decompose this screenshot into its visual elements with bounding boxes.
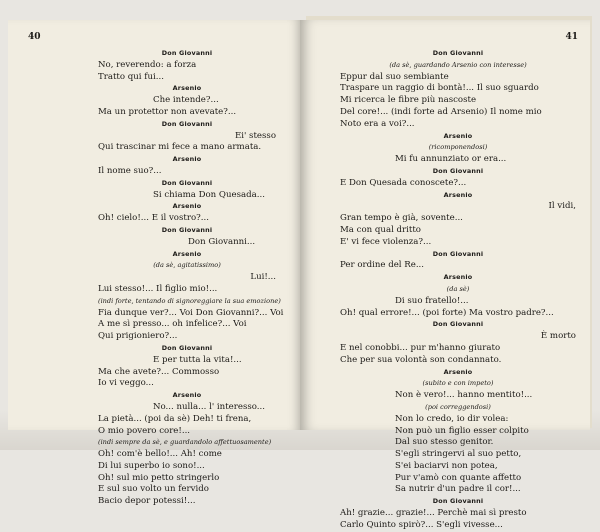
stage-direction: (poi correggendosi) [425,402,491,411]
verse-line: La pietà... (poi da sè) Deh! ti frena, [98,413,252,424]
verse-line: Bacio depor potessi!... [98,496,196,507]
verse-line: Non può un figlio esser colpito [395,425,529,436]
verse-line: E' vi fece violenza?... [340,236,432,247]
verse-line: Noto era a voi?... [340,118,415,129]
verse-line: Mi fu annunziato or era... [395,154,507,165]
verse-line: S'egli stringervi al suo petto, [395,449,522,460]
verse-line: E nel conobbi... pur m'hanno giurato [340,342,501,353]
speaker-name: Don Giovanni [161,178,213,187]
speaker-name: Arsenio [172,391,202,400]
page-number: 41 [565,32,578,42]
verse-line: Per ordine del Re... [340,260,425,271]
speaker-name: Don Giovanni [432,320,484,329]
verse-line: Che per sua volontà son condannato. [340,354,502,365]
stage-direction: (ricomponendosi) [428,143,488,152]
verse-line: A me sì presso... oh infelice?... Voi [98,319,247,330]
verse-line: Dal suo stesso genitor. [395,437,494,448]
speaker-name: Arsenio [443,273,473,282]
verse-line: Fia dunque ver?... Voi Don Giovanni?... Voi [98,307,284,318]
verse-line: Non è vero!... hanno mentito!... [395,390,533,401]
speaker-name: Don Giovanni [432,249,484,258]
verse-line: E per tutta la vita!... [153,354,242,365]
verse-line: Io vi veggo... [98,378,154,389]
verse-line: Non lo credo, io dir volea: [395,413,509,424]
verse-line: E Don Quesada conoscete?... [340,177,467,188]
verse-line: Si chiama Don Quesada... [153,189,265,200]
verse-line: Ma che avete?... Commosso [98,366,220,377]
stage-direction: (indi forte, tentando di signoreggiare la sua emozione) [98,296,281,305]
verse-line: Mi ricerca le fibre più nascoste [340,95,477,106]
left-page [8,20,300,507]
verse-line: È morto [540,331,576,342]
speaker-name: Don Giovanni [432,497,484,506]
verse-line: Il nome suo?... [98,165,162,176]
stage-direction: (subito e con impeto) [422,379,494,388]
speaker-name: Arsenio [443,131,473,140]
speaker-name: Don Giovanni [161,49,213,57]
text-block [340,48,576,532]
verse-line: O mio povero core!... [98,425,191,436]
verse-line: Don Giovanni... [188,236,256,247]
speaker-name: Arsenio [172,84,202,93]
verse-line: Traspare un raggio di bontà!... Il suo sguardo [340,83,539,94]
right-page [300,20,590,530]
verse-line: Il vidi, [548,201,576,212]
speaker-name: Don Giovanni [161,119,213,128]
verse-line: Carlo Quinto spirò?... S'egli vivesse... [340,519,503,530]
stage-direction: (da sè) [446,284,470,293]
speaker-name: Don Giovanni [161,343,213,352]
stage-direction: (da sè, agitatissimo) [153,261,221,270]
verse-line: Del core!... (indi forte ad Arsenio) Il nome mio [340,106,542,117]
verse-line: Gran tempo è già, sovente... [340,213,463,224]
verse-line: Ma un protettor non avevate?... [98,106,237,117]
verse-line: Lui stesso!... Il figlio mio!... [98,283,218,294]
verse-line: Qui trascinar mi fece a mano armata. [98,142,262,153]
verse-line: Di suo fratello!... [395,295,469,306]
text-block [98,48,284,508]
verse-line: Oh! qual errore!... (poi forte) Ma vostro padre?... [340,307,554,318]
verse-line: Qui prigioniero?... [98,331,178,342]
speaker-name: Arsenio [443,190,473,199]
speaker-name: Don Giovanni [432,166,484,175]
verse-line: Ma con qual dritto [340,224,421,235]
verse-line: Eppur dal suo sembiante [340,71,449,82]
verse-line: Tratto qui fui... [98,71,164,82]
verse-line: E sul suo volto un fervido [98,484,209,495]
speaker-name: Don Giovanni [432,49,484,57]
verse-line: Lui!... [250,272,276,283]
speaker-name: Don Giovanni [161,225,213,234]
stage-direction: (da sè, guardando Arsenio con interesse) [389,60,527,69]
verse-line: Di lui superbo io sono!... [98,460,205,471]
verse-line: Oh! cielo!... E il vostro?... [98,213,209,224]
verse-line: Oh! com'è bello!... Ah! come [98,449,222,460]
verse-line: No... nulla... l' interesso... [153,401,265,412]
verse-line: No, reverendo: a forza [98,59,197,70]
stage-direction: (indi sempre da sè, e guardandolo affettuosamente) [98,438,272,447]
speaker-name: Arsenio [443,367,473,376]
verse-line: Oh! sul mio petto stringerlo [98,472,220,483]
verse-line: Ei' stesso [234,130,276,141]
verse-line: Ah! grazie... grazie!... Perchè mai sì presto [340,508,527,519]
verse-line: Che intende?... [153,95,219,106]
page-number: 40 [28,32,41,42]
speaker-name: Arsenio [172,249,202,258]
verse-line: Pur v'amò con quante affetto [395,472,522,483]
speaker-name: Arsenio [172,155,202,164]
verse-line: S'ei baciarvi non potea, [395,460,498,471]
verse-line: Sa nutrir d'un padre il cor!... [395,484,521,495]
speaker-name: Arsenio [172,202,202,211]
